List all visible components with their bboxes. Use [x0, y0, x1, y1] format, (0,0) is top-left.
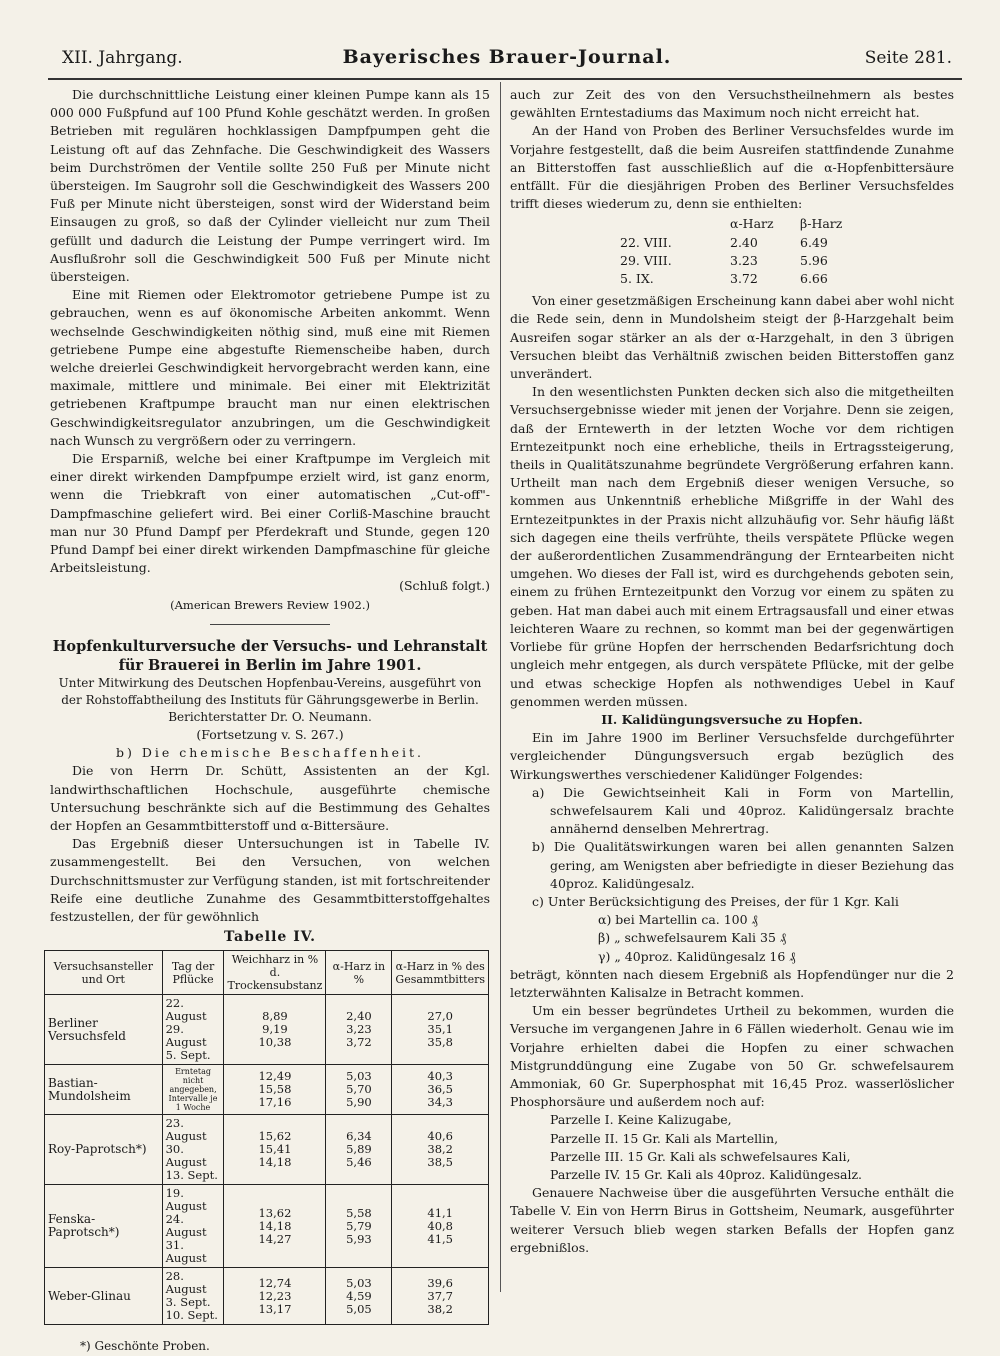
cell-harvest-date-value: 19. August	[165, 1186, 207, 1214]
cell-alpha-harz-value: 5,93	[346, 1231, 372, 1246]
harz-row	[620, 252, 940, 270]
column-header: Versuchsansteller und Ort	[45, 951, 163, 995]
cell-weichharz-value: 13,17	[258, 1301, 292, 1316]
cell-alpha-share	[392, 1268, 489, 1325]
cell-weichharz-value: 14,18	[258, 1155, 292, 1170]
cell-alpha-share	[392, 1185, 489, 1268]
cell-alpha-share-value: 39,6	[427, 1275, 453, 1290]
table-row	[45, 995, 489, 1065]
list-item: c) Unter Berücksichtigung des Preises, der für 1 Kgr. Kali	[532, 893, 899, 909]
harz-date: 5. IX.	[620, 271, 654, 287]
cell-weichharz-value: 12,49	[258, 1069, 292, 1084]
cell-alpha-harz-value: 5,79	[346, 1218, 372, 1233]
paragraph: In den wesentlichsten Punkten decken sich also die mitgetheilten Versuchsergebnisse wieder mit jenen der Vorjahre. Denn sie zeigen, daß der Erntewerth in der letzten Woche vor dem richtigen Erntezeitpunkt noch eine erhebliche, theils in Ertragssteigerung, theils in Qualitätszunahme begründete Vergrößerung erfahren kann. Urtheilt man nach dem Ergebniß dieser wenigen Versuche, so kommen aus Unkenntniß erhebliche Mißgriffe in der Wahl des Erntezeitpunktes in der Praxis nicht allzuhäufig vor. Sehr häufig läßt sich dagegen eine theils verfrühte, theils verspätete Pflücke wegen der außerordentlichen Zusammendrängung der Erntearbeiten nicht umgehen. Wo dieses der Fall ist, wird es durchgehends geboten sein, einem zu frühen Erntezeitpunkt den Vorzug vor einem zu späten zu geben. Hat man dabei auch mit einem Ertragsausfall und einer etwas leichteren Waare zu rechnen, so kommt man bei der gegenwärtigen Vorliebe für grüne Hopfen der herrschenden Bedarfsrichtung doch ungleich mehr entgegen, als durch verspätete Pflücke, mit der gelbe und etwas scheckige Hopfen als nothwendiges Uebel in Kauf genommen werden müssen.	[510, 384, 954, 709]
journal-title: Bayerisches Brauer-Journal.	[342, 46, 672, 68]
harz-row	[620, 234, 940, 252]
cell-harvest-date-value: 5. Sept.	[165, 1048, 211, 1063]
cell-location: Weber-Glinau	[45, 1268, 163, 1325]
continuation-note: (Fortsetzung v. S. 267.)	[196, 726, 344, 742]
harz-date: 22. VIII.	[620, 234, 672, 250]
harz-alpha: 3.72	[730, 271, 758, 287]
paragraph: Von einer gesetzmäßigen Erscheinung kann dabei aber wohl nicht die Rede sein, denn in Mundolsheim steigt der β-Harzgehalt beim Ausreifen sogar stärker an als der α-Harzgehalt, in den 3 übrigen Versuchen bleibt das Verhältniß zwischen beiden Bitterstoffen ganz unverändert.	[510, 293, 954, 382]
cell-alpha-share	[392, 1115, 489, 1185]
column-header: Weichharz in % d. Trockensubstanz	[224, 951, 326, 995]
cell-location: Bastian-Mundolsheim	[45, 1065, 163, 1115]
cell-harvest-date-value: 24. August	[165, 1212, 207, 1240]
paragraph: Genauere Nachweise über die ausgeführten Versuche enthält die Tabelle V. Ein von Herrn Birus in Gottsheim, Neumark, ausgeführter weiterer Versuch blieb wegen starken Befalls der Hopfen ganz ergebnißlos.	[510, 1185, 954, 1255]
paragraph: Die durchschnittliche Leistung einer kleinen Pumpe kann als 15 000 000 Fußpfund auf 100 Pfund Kohle geschätzt werden. In großen Betrieben mit regulären hochklassigen Dampfpumpen geht die Leistung oft auf das Zehnfache. Die Geschwindigkeit des Wassers beim Durchströmen der Ventile sollte 250 Fuß per Minute nicht übersteigen. Im Saugrohr soll die Geschwindigkeit des Wassers 200 Fuß per Minute nicht übersteigen, sonst wird der Widerstand beim Einsaugen zu groß, so daß der Cylinder vielleicht nur zum Theil gefüllt und dadurch die Leistung der Pumpe verringert wird. Im Ausflußrohr soll die Geschwindigkeit 500 Fuß per Minute nicht übersteigen.	[50, 87, 490, 285]
page-number: Seite 281.	[864, 48, 952, 68]
cell-harvest-date	[162, 1268, 224, 1325]
source-citation: (American Brewers Review 1902.)	[170, 597, 370, 612]
left-column	[50, 86, 490, 1356]
section-divider	[210, 624, 330, 625]
column-header: Tag der Pflücke	[162, 951, 224, 995]
cell-alpha-share-value: 38,2	[427, 1301, 453, 1316]
cell-weichharz-value: 12,74	[258, 1275, 292, 1290]
harz-header-row	[620, 215, 940, 233]
cell-harvest-date-value: 30. August	[165, 1142, 207, 1170]
cell-harvest-date-value: 23. August	[165, 1116, 207, 1144]
cell-alpha-share-value: 38,2	[427, 1142, 453, 1157]
cell-alpha-share	[392, 995, 489, 1065]
cell-alpha-share-value: 27,0	[427, 1009, 453, 1024]
cell-harvest-date-value: 28. August	[165, 1269, 207, 1297]
list-item: b) Die Qualitätswirkungen waren bei allen genannten Salzen gering, am Wenigsten aber befriedigte in dieser Beziehung das 40proz. Kalidüngesalz.	[532, 839, 954, 891]
cell-weichharz-value: 13,62	[258, 1205, 292, 1220]
volume-label: XII. Jahrgang.	[62, 48, 183, 68]
parzelle-item: Parzelle II. 15 Gr. Kali als Martellin,	[550, 1130, 779, 1146]
price-item: α) bei Martellin ca. 100 ₰	[598, 912, 758, 928]
harz-alpha: 2.40	[730, 234, 758, 250]
column-header: α-Harz in % des Gesammtbitters	[392, 951, 489, 995]
section-heading: II. Kalidüngungsversuche zu Hopfen.	[601, 711, 863, 727]
cell-alpha-share-value: 37,7	[427, 1288, 453, 1303]
cell-weichharz	[224, 1185, 326, 1268]
cell-weichharz-value: 15,62	[258, 1129, 292, 1144]
paragraph: An der Hand von Proben des Berliner Versuchsfeldes wurde im Vorjahre festgestellt, daß die beim Ausreifen stattfindende Zunahme an Bitterstoffen fast ausschließlich auf die α-Hopfenbittersäure entfällt. Für die diesjährigen Proben des Berliner Versuchsfeldes trifft dieses wiederum zu, denn sie enthielten:	[510, 123, 954, 212]
table-iv	[44, 950, 489, 1325]
harz-header	[620, 215, 730, 233]
cell-location: Fenska-Paprotsch*)	[45, 1185, 163, 1268]
cell-alpha-harz	[326, 1115, 392, 1185]
cell-location: Berliner Versuchsfeld	[45, 995, 163, 1065]
cell-alpha-harz-value: 3,72	[346, 1035, 372, 1050]
paragraph: Das Ergebniß dieser Untersuchungen ist in Tabelle IV. zusammengestellt. Bei den Versuchen, von welchen Durchschnittsmuster zur Verfügung standen, ist mit fortschreitender Reife eine deutliche Zunahme des Gesammtbitterstoffgehaltes festzustellen, der für gewöhnlich	[50, 836, 490, 924]
table-footnote: *) Geschönte Proben.	[80, 1339, 210, 1354]
table-header-row	[45, 951, 489, 995]
article-title: Hopfenkulturversuche der Versuchs- und Lehranstalt für Brauerei in Berlin im Jahre 1901.	[52, 637, 488, 674]
continued-note: (Schluß folgt.)	[399, 578, 490, 594]
harz-row	[620, 270, 940, 288]
table-row	[45, 1065, 489, 1115]
cell-alpha-share-value: 40,3	[427, 1069, 453, 1084]
cell-alpha-harz-value: 5,90	[346, 1095, 372, 1110]
cell-weichharz-value: 15,58	[258, 1082, 292, 1097]
article-subtitle: Unter Mitwirkung des Deutschen Hopfenbau-Vereins, ausgeführt von der Rohstoffabtheilung des Instituts für Gährungsgewerbe in Berlin.	[58, 675, 482, 707]
cell-harvest-date	[162, 1115, 224, 1185]
cell-weichharz	[224, 995, 326, 1065]
parzelle-item: Parzelle I. Keine Kalizugabe,	[550, 1112, 732, 1128]
cell-harvest-date-value: 22. August	[165, 996, 207, 1024]
parzelle-item: Parzelle III. 15 Gr. Kali als schwefelsaures Kali,	[550, 1148, 851, 1164]
cell-weichharz-value: 14,27	[258, 1231, 292, 1246]
harz-beta: 6.49	[800, 234, 828, 250]
cell-alpha-harz	[326, 1065, 392, 1115]
article-reporter: Berichterstatter Dr. O. Neumann.	[168, 709, 372, 724]
cell-alpha-share-value: 41,5	[427, 1231, 453, 1246]
cell-weichharz-value: 15,41	[258, 1142, 292, 1157]
cell-alpha-harz-value: 5,46	[346, 1155, 372, 1170]
paragraph: Eine mit Riemen oder Elektromotor getriebene Pumpe ist zu gebrauchen, wenn es auf ökonomische Arbeiten ankommt. Wenn wechselnde Geschwindigkeiten nöthig sind, muß eine mit Riemen getriebene Pumpe eine abgestufte Riemenscheibe haben, durch welche dreierlei Geschwindigkeit hervorgebracht werden kann, eine maximale, mittlere und minimale. Bei einer mit Elektrizität getriebenen Kraftpumpe braucht man nur einen elektrischen Geschwindigkeitsregulator anzubringen, um die Geschwindigkeit nach Wunsch zu vergrößern oder zu verringern.	[50, 287, 490, 448]
cell-harvest-date-value: 13. Sept.	[165, 1168, 218, 1183]
paragraph: beträgt, könnten nach diesem Ergebniß als Hopfendünger nur die 2 letzterwähnten Kalisalze in Betracht kommen.	[510, 966, 954, 1000]
header-rule	[48, 78, 962, 80]
table-row	[45, 1185, 489, 1268]
table-row	[45, 1268, 489, 1325]
cell-alpha-share-value: 34,3	[427, 1095, 453, 1110]
cell-alpha-share-value: 35,8	[427, 1035, 453, 1050]
cell-alpha-harz-value: 4,59	[346, 1288, 372, 1303]
cell-alpha-share	[392, 1065, 489, 1115]
column-separator	[500, 82, 501, 1292]
cell-alpha-harz	[326, 995, 392, 1065]
cell-harvest-date-value: 10. Sept.	[165, 1308, 218, 1323]
section-heading: b) Die chemische Beschaffenheit.	[115, 745, 425, 761]
cell-alpha-harz-value: 5,03	[346, 1275, 372, 1290]
cell-weichharz-value: 17,16	[258, 1095, 292, 1110]
paragraph: auch zur Zeit des von den Versuchstheilnehmern als bestes gewählten Erntestadiums das Maximum noch nicht erreicht hat.	[510, 87, 954, 121]
cell-alpha-harz-value: 5,03	[346, 1069, 372, 1084]
paragraph: Um ein besser begründetes Urtheil zu bekommen, wurden die Versuche im vergangenen Jahre in 6 Fällen wiederholt. Genau wie im Vorjahre erhielten dabei die Hopfen zu einer schwachen Mistgrunddüngung eine Zugabe von 50 Gr. schwefelsaurem Ammoniak, 60 Gr. Superphosphat mit 16,45 Proz. wasserlöslicher Phosphorsäure und außerdem noch auf:	[510, 1003, 954, 1110]
cell-harvest-date	[162, 1185, 224, 1268]
price-item: γ) „ 40proz. Kalidüngesalz 16 ₰	[598, 948, 796, 964]
cell-harvest-note: Erntetag nicht angegeben, Intervalle je 1 Woche	[162, 1065, 224, 1115]
cell-alpha-harz-value: 3,23	[346, 1022, 372, 1037]
cell-alpha-harz-value: 5,05	[346, 1301, 372, 1316]
harz-table	[620, 215, 940, 288]
harz-date: 29. VIII.	[620, 252, 672, 268]
page-header	[62, 42, 952, 72]
cell-weichharz	[224, 1115, 326, 1185]
cell-weichharz	[224, 1065, 326, 1115]
table-title: Tabelle IV.	[223, 929, 317, 946]
list-item: a) Die Gewichtseinheit Kali in Form von Martellin, schwefelsaurem Kali und 40proz. Kalidüngersalz brachte annähernd denselben Mehrertrag.	[532, 784, 954, 837]
cell-weichharz-value: 14,18	[258, 1218, 292, 1233]
cell-weichharz-value: 10,38	[258, 1035, 292, 1050]
harz-beta: 6.66	[800, 271, 828, 287]
right-column	[510, 86, 954, 1257]
cell-alpha-share-value: 35,1	[427, 1022, 453, 1037]
cell-alpha-share-value: 36,5	[427, 1082, 453, 1097]
cell-alpha-share-value: 38,5	[427, 1155, 453, 1170]
cell-alpha-share-value: 40,8	[427, 1218, 453, 1233]
column-header: α-Harz in %	[326, 951, 392, 995]
cell-alpha-harz-value: 6,34	[346, 1129, 372, 1144]
cell-harvest-date-value: 29. August	[165, 1022, 207, 1050]
cell-alpha-harz	[326, 1268, 392, 1325]
cell-weichharz-value: 9,19	[262, 1022, 288, 1037]
cell-alpha-share-value: 41,1	[427, 1205, 453, 1220]
paragraph: Die von Herrn Dr. Schütt, Assistenten an der Kgl. landwirthschaftlichen Hochschule, ausgeführte chemische Untersuchung beschränkte sich auf die Bestimmung des Gehaltes der Hopfen an Gesammtbitterstoff und α-Bittersäure.	[50, 763, 490, 833]
cell-location: Roy-Paprotsch*)	[45, 1115, 163, 1185]
parzelle-item: Parzelle IV. 15 Gr. Kali als 40proz. Kalidüngesalz.	[550, 1166, 863, 1182]
cell-harvest-date	[162, 995, 224, 1065]
harz-alpha: 3.23	[730, 252, 758, 268]
cell-harvest-date-value: 31. August	[165, 1238, 207, 1266]
paragraph: Die Ersparniß, welche bei einer Kraftpumpe im Vergleich mit einer direkt wirkenden Dampfpumpe erzielt wird, ist ganz enorm, wenn die Triebkraft von einer automatischen „Cut-off"-Dampfmaschine geliefert wird. Bei einer Corliß-Maschine braucht man nur 30 Pfund Dampf per Pferdekraft und Stunde, gegen 120 Pfund Dampf bei einer direkt wirkenden Dampfmaschine für gleiche Arbeitsleistung.	[50, 451, 490, 576]
cell-weichharz-value: 12,23	[258, 1288, 292, 1303]
table-row	[45, 1115, 489, 1185]
cell-alpha-share-value: 40,6	[427, 1129, 453, 1144]
harz-header: α-Harz	[730, 216, 774, 232]
cell-weichharz-value: 8,89	[262, 1009, 288, 1024]
harz-beta: 5.96	[800, 252, 828, 268]
cell-alpha-harz-value: 5,89	[346, 1142, 372, 1157]
cell-weichharz	[224, 1268, 326, 1325]
cell-alpha-harz-value: 5,58	[346, 1205, 372, 1220]
cell-harvest-date-value: 3. Sept.	[165, 1295, 211, 1310]
harz-header: β-Harz	[800, 216, 843, 232]
paragraph: Ein im Jahre 1900 im Berliner Versuchsfelde durchgeführter vergleichender Düngungsversuch ergab bezüglich des Wirkungswerthes verschiedener Kalidünger Folgendes:	[510, 730, 954, 782]
cell-alpha-harz	[326, 1185, 392, 1268]
cell-alpha-harz-value: 5,70	[346, 1082, 372, 1097]
price-item: β) „ schwefelsaurem Kali 35 ₰	[598, 930, 787, 946]
cell-alpha-harz-value: 2,40	[346, 1009, 372, 1024]
